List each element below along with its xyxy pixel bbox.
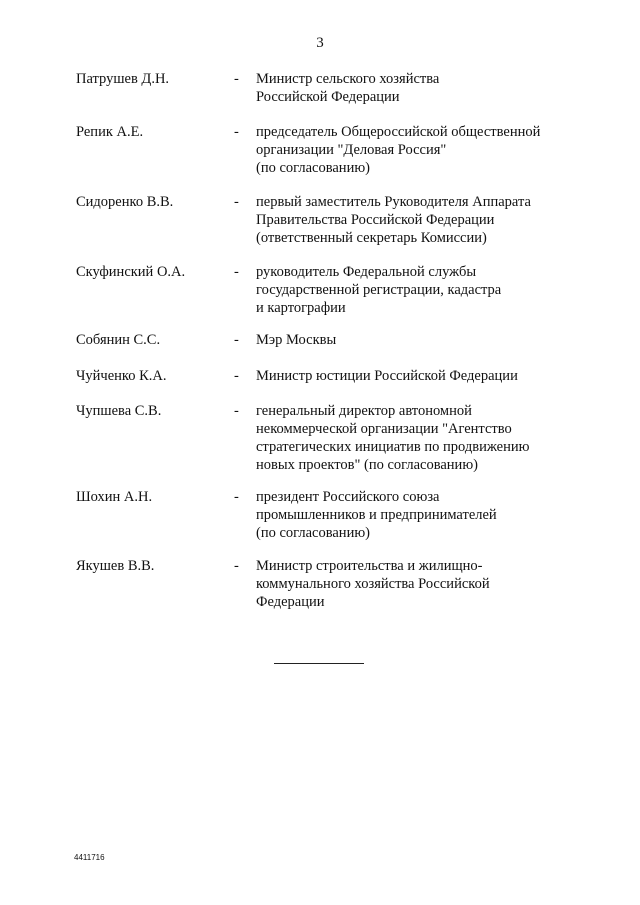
member-role <box>256 193 596 247</box>
document-code: 4411716 <box>74 853 105 862</box>
page-number: 3 <box>316 35 324 51</box>
member-role <box>256 557 596 611</box>
member-name: Патрушев Д.Н. <box>76 71 170 87</box>
member-role-line: Министр строительства и жилищно- <box>256 558 483 574</box>
member-role-line: Российской Федерации <box>256 89 400 105</box>
member-role-line: государственной регистрации, кадастра <box>256 282 502 298</box>
member-role <box>256 367 596 385</box>
member-dash: - <box>234 489 239 505</box>
member-role-line: коммунального хозяйства Российской <box>256 576 490 592</box>
member-role-line: и картографии <box>256 300 346 316</box>
member-role-line: руководитель Федеральной службы <box>256 264 477 280</box>
member-role <box>256 402 596 474</box>
member-dash: - <box>234 368 239 384</box>
member-role-line: Правительства Российской Федерации <box>256 212 495 228</box>
member-dash: - <box>234 403 239 419</box>
member-role-line: стратегических инициатив по продвижению <box>256 439 530 455</box>
member-role-line: (по согласованию) <box>256 160 370 176</box>
member-role-line: (ответственный секретарь Комиссии) <box>256 230 487 246</box>
member-role <box>256 123 596 177</box>
member-role-line: организации "Деловая Россия" <box>256 142 447 158</box>
member-role-line: президент Российского союза <box>256 489 440 505</box>
member-role-line: (по согласованию) <box>256 525 370 541</box>
member-role-line: новых проектов" (по согласованию) <box>256 457 478 473</box>
member-role-line: Министр сельского хозяйства <box>256 71 440 87</box>
member-role-line: Мэр Москвы <box>256 332 337 348</box>
member-role-line: председатель Общероссийской общественной <box>256 124 541 140</box>
member-name: Собянин С.С. <box>76 332 161 348</box>
member-name: Чуйченко К.А. <box>76 368 167 384</box>
member-dash: - <box>234 332 239 348</box>
member-name: Чупшева С.В. <box>76 403 162 419</box>
member-name: Репик А.Е. <box>76 124 144 140</box>
member-role <box>256 488 596 542</box>
member-dash: - <box>234 558 239 574</box>
member-role <box>256 70 596 106</box>
member-role <box>256 263 596 317</box>
member-role-line: промышленников и предпринимателей <box>256 507 497 523</box>
member-role-line: некоммерческой организации "Агентство <box>256 421 512 437</box>
member-role-line: Федерации <box>256 594 325 610</box>
member-role <box>256 331 596 349</box>
member-name: Сидоренко В.В. <box>76 194 174 210</box>
member-dash: - <box>234 124 239 140</box>
member-name: Якушев В.В. <box>76 558 155 574</box>
member-name: Шохин А.Н. <box>76 489 153 505</box>
member-name: Скуфинский О.А. <box>76 264 186 280</box>
member-role-line: генеральный директор автономной <box>256 403 472 419</box>
member-role-line: Министр юстиции Российской Федерации <box>256 368 518 384</box>
member-dash: - <box>234 71 239 87</box>
member-dash: - <box>234 194 239 210</box>
member-role-line: первый заместитель Руководителя Аппарата <box>256 194 531 210</box>
member-dash: - <box>234 264 239 280</box>
end-separator-line <box>274 663 364 664</box>
